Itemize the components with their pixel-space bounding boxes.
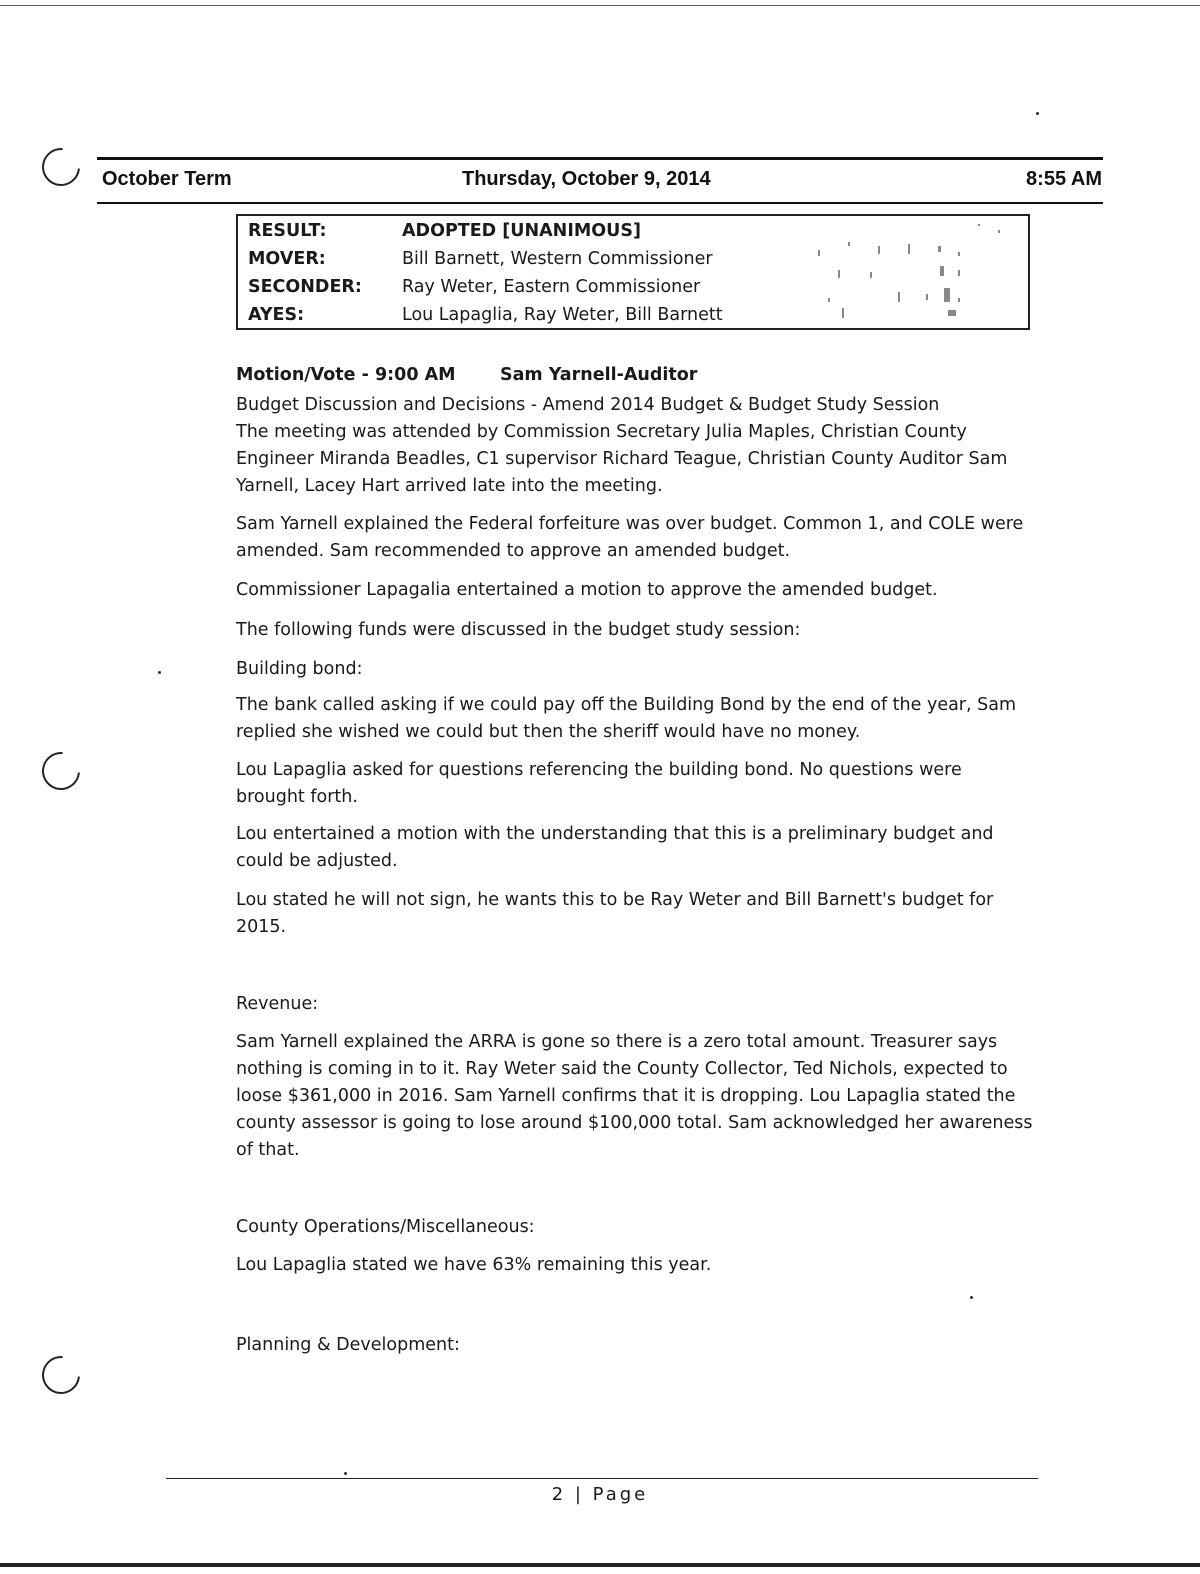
page-header	[100, 168, 1102, 198]
scan-edge-bottom	[0, 1563, 1200, 1567]
scan-speck	[344, 1472, 347, 1475]
motion-label: Motion/Vote - 9:00 AM	[236, 365, 456, 385]
header-term: October Term	[102, 168, 232, 190]
paragraph: Sam Yarnell explained the Federal forfeiture was over budget. Common 1, and COLE were amended. Sam recommended to approve an amended budget.	[236, 514, 1024, 561]
paragraph: Commissioner Lapagalia entertained a motion to approve the amended budget.	[236, 580, 938, 600]
scan-noise-icon	[808, 222, 1018, 322]
paragraph: Lou Lapaglia asked for questions referencing the building bond. No questions were brought forth.	[236, 760, 962, 807]
punch-hole-icon	[34, 140, 88, 194]
motion-topic: Budget Discussion and Decisions - Amend 2014 Budget & Budget Study Session	[236, 395, 940, 415]
paragraph: The following funds were discussed in the budget study session:	[236, 620, 801, 640]
footer-rule	[166, 1478, 1038, 1479]
section-heading-building-bond: Building bond:	[236, 659, 363, 679]
punch-hole-icon	[34, 744, 88, 798]
section-heading-operations: County Operations/Miscellaneous:	[236, 1217, 535, 1237]
header-time: 8:55 AM	[1026, 168, 1102, 190]
paragraph: Sam Yarnell explained the ARRA is gone so there is a zero total amount. Treasurer says nothing is coming in to it. Ray Weter said the County Collector, Ted Nichols, expected to loose $361,000 in 2016. Sam Yarnell confirms that it is dropping. Lou Lapaglia stated the county assessor is going to lose around $100,000 total. Sam acknowledged her awareness of that.	[236, 1032, 1033, 1160]
paragraph: Lou entertained a motion with the understanding that this is a preliminary budget and could be adjusted.	[236, 824, 994, 871]
attendance-paragraph: The meeting was attended by Commission Secretary Julia Maples, Christian County Engineer Miranda Beadles, C1 supervisor Richard Teague, Christian County Auditor Sam Yarnell, Lacey Hart arrived late into the meeting.	[236, 422, 1008, 496]
motion-heading	[236, 365, 698, 385]
paragraph: The bank called asking if we could pay off the Building Bond by the end of the year, Sam replied she wished we could but then the sheriff would have no money.	[236, 695, 1017, 742]
paragraph: Lou stated he will not sign, he wants this to be Ray Weter and Bill Barnett's budget for 2015.	[236, 890, 994, 937]
section-heading-planning: Planning & Development:	[236, 1335, 460, 1355]
seconder-value: Ray Weter, Eastern Commissioner	[402, 277, 701, 297]
ayes-label: AYES:	[248, 305, 305, 325]
paragraph: Lou Lapaglia stated we have 63% remaining this year.	[236, 1255, 712, 1275]
page-number: 2 | Page	[551, 1484, 649, 1505]
header-date: Thursday, October 9, 2014	[462, 168, 711, 190]
ayes-value: Lou Lapaglia, Ray Weter, Bill Barnett	[402, 305, 723, 325]
seconder-label: SECONDER:	[248, 277, 362, 297]
mover-label: MOVER:	[248, 249, 326, 269]
result-value: ADOPTED [UNANIMOUS]	[402, 221, 641, 241]
punch-hole-icon	[34, 1348, 88, 1402]
scan-noise	[808, 222, 1018, 322]
header-rule-bottom	[97, 202, 1103, 204]
mover-value: Bill Barnett, Western Commissioner	[402, 249, 713, 269]
header-rule-top	[97, 157, 1103, 160]
motion-presenter: Sam Yarnell-Auditor	[500, 365, 698, 385]
result-label: RESULT:	[248, 221, 327, 241]
scan-speck	[1036, 112, 1039, 115]
section-heading-revenue: Revenue:	[236, 994, 319, 1014]
scan-edge-top	[0, 5, 1200, 6]
scan-speck	[158, 671, 161, 674]
vote-result-box	[236, 214, 1030, 330]
scan-speck	[970, 1296, 973, 1299]
